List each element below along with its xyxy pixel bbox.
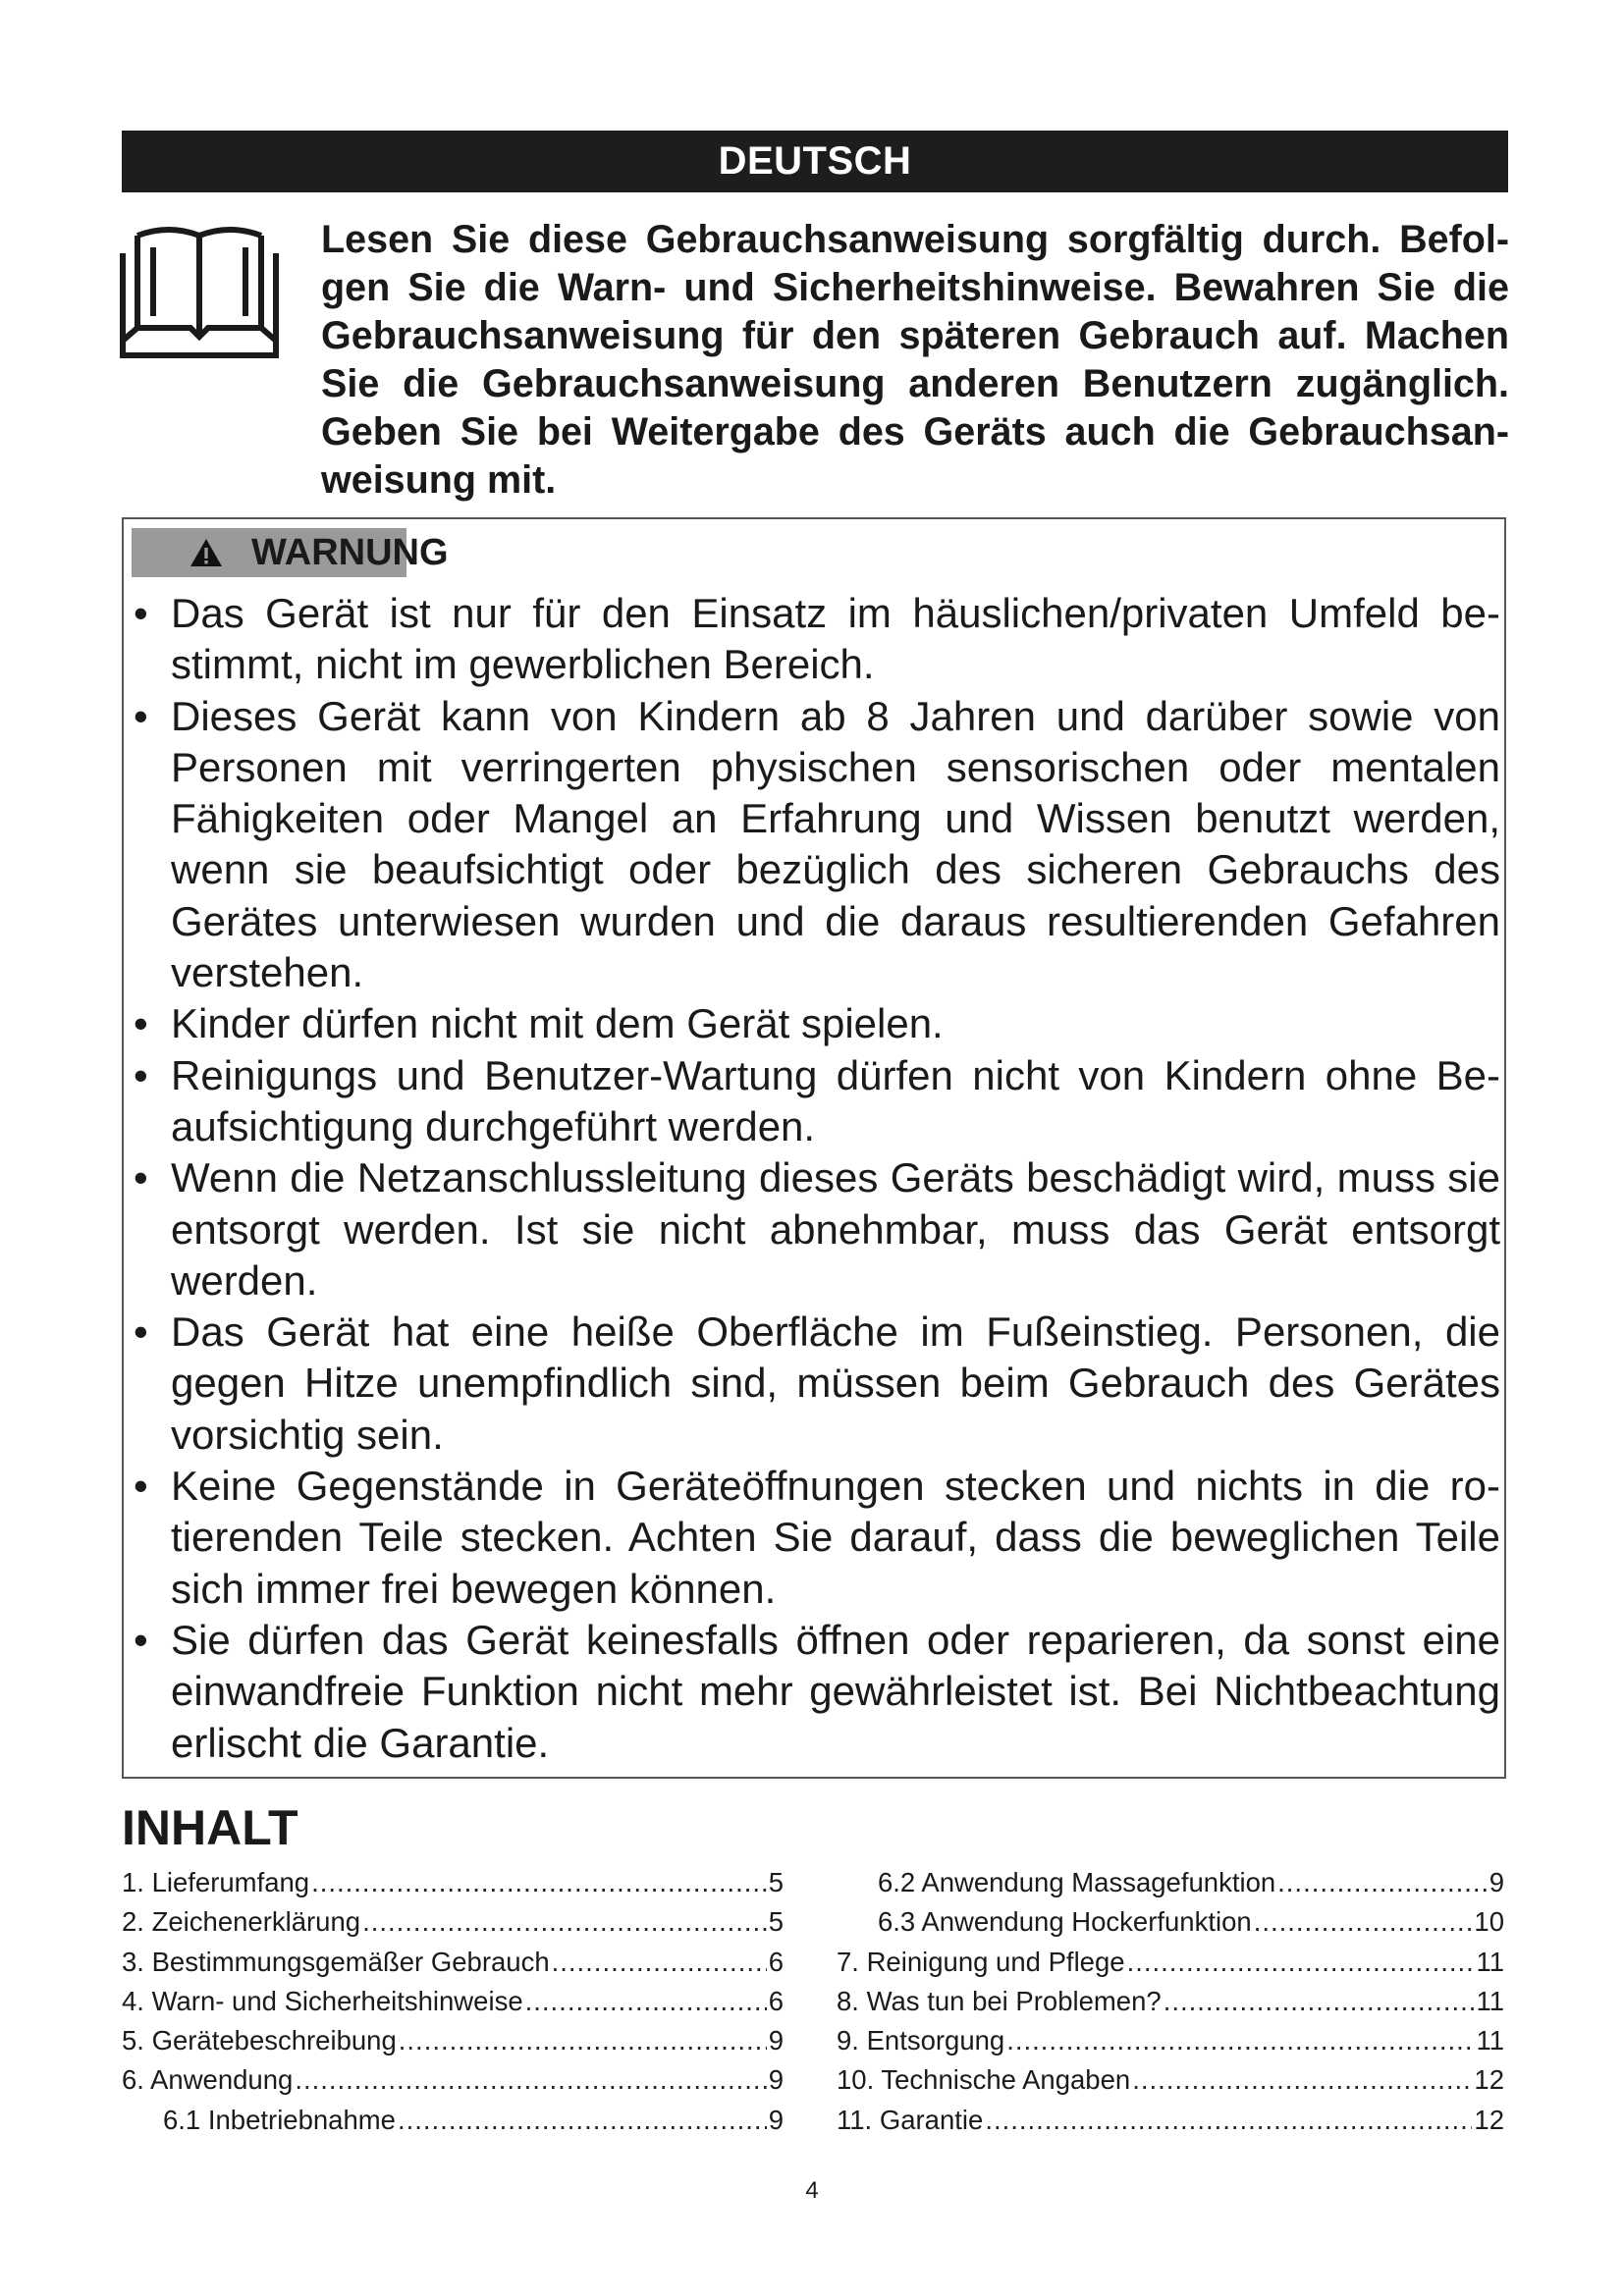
toc-entry-label: 8. Was tun bei Problemen?	[837, 1985, 1162, 2016]
toc-column-left	[122, 1863, 784, 2140]
toc-entry[interactable]	[837, 2101, 1504, 2140]
toc-entry-label: 6.3 Anwendung Hockerfunktion	[878, 1906, 1252, 1938]
toc-entry-page: 11	[1476, 1946, 1504, 1977]
toc-entry[interactable]	[837, 1902, 1504, 1942]
toc-entry-label: 6.1 Inbetriebnahme	[163, 2104, 396, 2135]
language-title: DEUTSCH	[718, 139, 912, 183]
toc-entry[interactable]	[122, 1982, 784, 2021]
toc-entry[interactable]	[122, 2021, 784, 2060]
toc-entry-page: 9	[768, 2104, 784, 2135]
toc-entry[interactable]	[837, 1943, 1504, 1982]
language-header-bar	[122, 131, 1508, 192]
toc-entry-page: 6	[768, 1946, 784, 1977]
toc-entry[interactable]	[122, 1902, 784, 1942]
warning-item: • Das Gerät ist nur für den Einsatz im häuslichen/privaten Umfeld bestimmt, nicht im gewerblichen Bereich.	[134, 588, 1500, 691]
toc-entry-label: 4. Warn- und Sicherheitshinweise	[122, 1985, 523, 2016]
toc-entry[interactable]	[122, 2060, 784, 2100]
toc-entry-label: 6. Anwendung	[122, 2064, 294, 2096]
warning-item: • Keine Gegenstände in Geräteöffnungen stecken und nichts in die rotierenden Teile stecken. Achten Sie darauf, dass die beweglichen Teile sich immer frei bewegen können.	[134, 1461, 1500, 1615]
toc-entry-label: 5. Gerätebeschreibung	[122, 2025, 397, 2056]
toc-entry-page: 9	[768, 2064, 784, 2096]
toc-entry-label: 3. Bestimmungsgemäßer Gebrauch	[122, 1946, 550, 1977]
warning-item: • Das Gerät hat eine heiße Oberfläche im Fußeinstieg. Personen, die gegen Hitze unempfindlich sind, müssen beim Gebrauch des Gerätes vorsichtig sein.	[134, 1307, 1500, 1461]
toc-entry-page: 12	[1474, 2104, 1504, 2135]
toc-entry-page: 11	[1476, 2025, 1504, 2056]
intro-text: Lesen Sie diese Gebrauchsanweisung sorgfältig durch. Befolgen Sie die Warn- und Sicherheitshinweise. Bewahren Sie die Gebrauchsanweisung für den späteren Gebrauch auf. Machen Sie die Gebrauchsanweisung anderen Benutzern zugänglich. Geben Sie bei Weitergabe des Geräts auch die Gebrauchsanweisung mit.	[321, 218, 1509, 502]
toc-entry[interactable]	[837, 1982, 1504, 2021]
warning-item: • Dieses Gerät kann von Kindern ab 8 Jahren und darüber sowie von Personen mit verringerten physischen sensorischen oder mentalen Fähigkeiten oder Mangel an Erfahrung und Wissen benutzt werden, wenn sie beaufsichtigt oder bezüglich des sicheren Gebrauchs des Gerätes unterwiesen wurden und die daraus resultierenden Gefahren verstehen.	[134, 691, 1500, 999]
toc-entry-label: 2. Zeichenerklärung	[122, 1906, 361, 1938]
warning-list	[134, 588, 1500, 1769]
toc-entry-label: 10. Technische Angaben	[837, 2064, 1131, 2096]
toc-entry-page: 10	[1474, 1906, 1504, 1938]
warning-title: WARNUNG	[251, 532, 449, 573]
toc-entry[interactable]	[837, 1863, 1504, 1902]
warning-item: • Kinder dürfen nicht mit dem Gerät spielen.	[134, 998, 1500, 1049]
toc-heading: INHALT	[122, 1800, 298, 1855]
toc-entry-label: 1. Lieferumfang	[122, 1867, 310, 1897]
warning-triangle-icon	[189, 537, 224, 568]
toc-entry-page: 11	[1476, 1985, 1504, 2016]
toc-entry[interactable]	[837, 2060, 1504, 2100]
toc-entry[interactable]	[122, 1863, 784, 1902]
warning-title-bar	[132, 528, 449, 577]
warning-item: • Wenn die Netzanschlussleitung dieses Geräts beschädigt wird, muss sie entsorgt werden. Ist sie nicht abnehmbar, muss das Gerät entsorgt werden.	[134, 1152, 1500, 1307]
toc-entry-page: 9	[1489, 1867, 1504, 1897]
toc-column-right	[837, 1863, 1504, 2140]
toc-entry-label: 7. Reinigung und Pflege	[837, 1946, 1125, 1977]
toc-entry[interactable]	[837, 2021, 1504, 2060]
toc-entry-label: 9. Entsorgung	[837, 2025, 1005, 2056]
toc-entry-page: 6	[768, 1985, 784, 2016]
toc-entry[interactable]	[122, 1943, 784, 1982]
open-book-icon	[120, 218, 279, 360]
toc-entry-page: 9	[768, 2025, 784, 2056]
toc-entry-page: 5	[768, 1906, 784, 1938]
toc-entry-page: 5	[768, 1867, 784, 1897]
warning-item: • Reinigungs und Benutzer-Wartung dürfen nicht von Kindern ohne Beaufsichtigung durchgeführt werden.	[134, 1050, 1500, 1153]
toc-entry-label: 11. Garantie	[837, 2104, 984, 2135]
toc-entry[interactable]	[122, 2101, 784, 2140]
toc-entry-label: 6.2 Anwendung Massagefunktion	[878, 1867, 1276, 1897]
warning-item: • Sie dürfen das Gerät keinesfalls öffnen oder reparieren, da sonst eine einwandfreie Funktion nicht mehr gewährleistet ist. Bei Nichtbeachtung erlischt die Garantie.	[134, 1615, 1500, 1769]
toc-entry-page: 12	[1474, 2064, 1504, 2096]
page-number: 4	[805, 2177, 819, 2204]
